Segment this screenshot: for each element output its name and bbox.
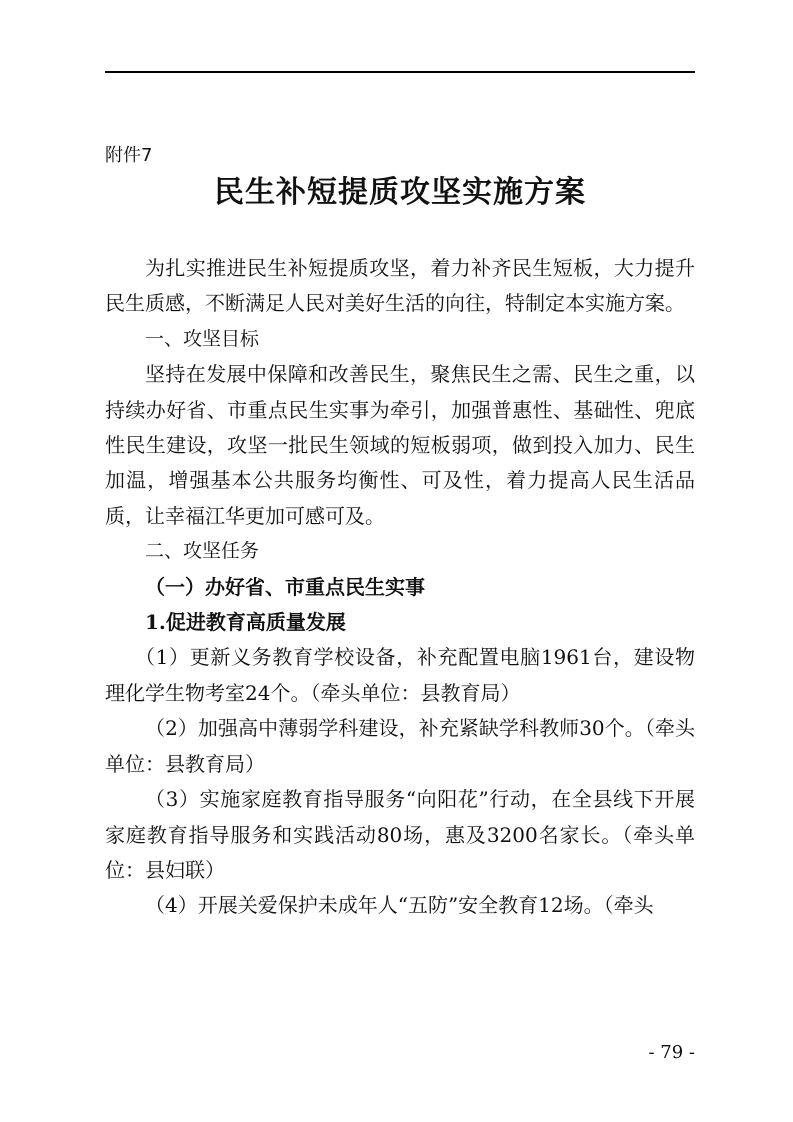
section-heading-goal: 一、攻坚目标 (145, 327, 260, 350)
intro-paragraph: 为扎实推进民生补短提质攻坚，着力补齐民生短板，大力提升民生质感，不断满足人民对美好生活的向往，特制定本实施方案。 (105, 256, 695, 316)
header-rule (105, 71, 695, 73)
task-item-1: （1）更新义务教育学校设备，补充配置电脑1961台，建设物理化学生物考室24个。（牵头单位：县教育局） (105, 645, 695, 705)
document-body (105, 251, 695, 924)
task-item-2: （2）加强高中薄弱学科建设，补充紧缺学科教师30个。（牵头单位：县教育局） (105, 716, 695, 776)
page-number: - 79 - (648, 1042, 695, 1063)
task-item-4: （4）开展关爱保护未成年人“五防”安全教育12场。（牵头 (145, 893, 654, 918)
task-item-3: （3）实施家庭教育指导服务“向阳花”行动，在全县线下开展家庭教育指导服务和实践活动80场，惠及3200名家长。（牵头单位：县妇联） (105, 787, 695, 882)
subsection-heading-1: （一）办好省、市重点民生实事 (145, 574, 425, 599)
document-title: 民生补短提质攻坚实施方案 (214, 175, 586, 210)
attachment-label: 附件7 (105, 145, 153, 166)
goal-paragraph: 坚持在发展中保障和改善民生，聚焦民生之需、民生之重，以持续办好省、市重点民生实事为牵引，加强普惠性、基础性、兜底性民生建设，攻坚一批民生领域的短板弱项，做到投入加力、民生加温，增强基本公共服务均衡性、可及性，着力提高人民生活品质，让幸福江华更加可感可及。 (105, 362, 695, 528)
section-heading-task: 二、攻坚任务 (145, 540, 260, 563)
subsection-heading-1-1: 1.促进教育高质量发展 (145, 610, 346, 635)
